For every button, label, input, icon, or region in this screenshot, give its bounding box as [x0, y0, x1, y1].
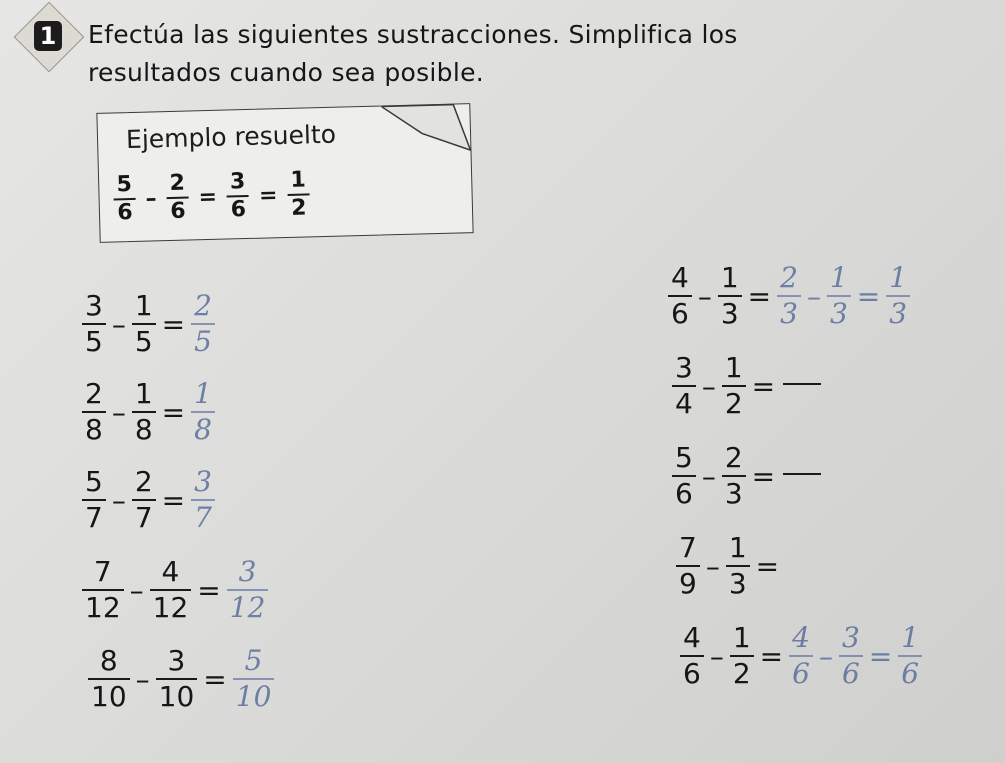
denominator: 6: [230, 197, 247, 223]
fraction: [82, 378, 106, 446]
numerator: 7: [93, 555, 112, 588]
numerator: 2: [780, 261, 798, 294]
fraction: [132, 378, 156, 446]
denominator: 12: [229, 591, 266, 625]
numerator: 3: [238, 555, 257, 588]
equals-sign: =: [755, 549, 780, 583]
problem-right-4: [676, 532, 785, 600]
problem-left-4: [82, 556, 268, 624]
numerator: 1: [134, 289, 153, 322]
fraction: [287, 168, 310, 221]
denominator: 3: [728, 567, 747, 601]
fraction: [82, 290, 106, 358]
problem-left-2: [82, 378, 215, 446]
denominator: 3: [724, 477, 743, 511]
fraction: [676, 532, 700, 600]
minus-sign: –: [705, 549, 720, 583]
answer-fraction[interactable]: [886, 262, 910, 330]
fraction: [156, 645, 198, 713]
numerator: 4: [671, 261, 689, 294]
numerator: 1: [194, 377, 212, 410]
denominator: 6: [841, 657, 860, 691]
denominator: 6: [117, 200, 133, 226]
problem-left-5: [88, 645, 274, 713]
problem-left-1: [82, 290, 215, 358]
fraction: [226, 170, 249, 223]
work-fraction[interactable]: [777, 262, 801, 330]
numerator: 1: [732, 621, 751, 654]
equals-sign: =: [751, 369, 776, 403]
numerator: 8: [99, 644, 118, 677]
problem-right-2: [672, 352, 821, 420]
answer-fraction[interactable]: [233, 645, 275, 713]
answer-blank[interactable]: [783, 383, 821, 385]
numerator: 1: [724, 351, 743, 384]
minus-sign: –: [697, 279, 712, 313]
denominator: 2: [724, 387, 743, 421]
denominator: 7: [134, 501, 153, 535]
problem-right-1: [668, 262, 910, 330]
numerator: 3: [841, 621, 860, 654]
denominator: 12: [152, 591, 189, 625]
numerator: 3: [167, 644, 186, 677]
exercise-number: 1: [34, 21, 63, 51]
numerator: 5: [116, 172, 133, 198]
equals-sign: =: [258, 182, 278, 209]
equals-sign: =: [203, 662, 227, 696]
denominator: 6: [169, 198, 186, 225]
denominator: 6: [901, 657, 920, 691]
numerator: 5: [85, 465, 103, 498]
instruction-text: Efectúa las siguientes sustracciones. Simplifica los resultados cuando sea posible.: [88, 20, 738, 87]
denominator: 9: [679, 567, 697, 601]
denominator: 10: [91, 680, 127, 714]
denominator: 2: [732, 657, 751, 691]
example-equation: [113, 168, 310, 225]
answer-fraction[interactable]: [898, 622, 922, 690]
fraction: [132, 466, 156, 534]
fraction: [730, 622, 754, 690]
fraction: [672, 352, 696, 420]
numerator: 7: [679, 531, 697, 564]
numerator: 3: [194, 465, 212, 498]
minus-sign: –: [135, 662, 150, 696]
denominator: 5: [194, 325, 212, 359]
denominator: 7: [85, 501, 103, 535]
numerator: 2: [194, 289, 212, 322]
denominator: 10: [158, 680, 195, 714]
minus-sign: –: [145, 185, 157, 212]
numerator: 5: [675, 441, 693, 474]
answer-blank[interactable]: [783, 473, 821, 475]
problem-right-5: [680, 622, 922, 690]
numerator: 1: [829, 261, 848, 294]
numerator: 4: [683, 621, 701, 654]
numerator: 4: [792, 621, 810, 654]
work-fraction[interactable]: [839, 622, 863, 690]
fraction: [722, 352, 746, 420]
numerator: 1: [889, 261, 908, 294]
page-fold-icon: [381, 102, 473, 164]
numerator: 1: [728, 531, 747, 564]
denominator: 6: [671, 297, 689, 331]
answer-fraction[interactable]: [227, 556, 269, 624]
equals-sign: =: [161, 483, 186, 517]
fraction: [166, 172, 189, 225]
denominator: 8: [134, 413, 153, 447]
equals-sign: =: [198, 184, 218, 210]
work-fraction[interactable]: [789, 622, 813, 690]
exercise-number-wrap: [24, 12, 72, 60]
minus-sign: –: [111, 395, 126, 429]
denominator: 2: [290, 195, 307, 222]
fraction: [672, 442, 696, 510]
numerator: 1: [720, 261, 739, 294]
denominator: 3: [829, 297, 848, 331]
denominator: 4: [675, 387, 693, 421]
problem-left-3: [82, 466, 215, 534]
equals-sign: =: [161, 307, 186, 341]
answer-fraction[interactable]: [191, 466, 215, 534]
denominator: 7: [194, 501, 212, 535]
problem-right-3: [672, 442, 821, 510]
equals-sign: =: [747, 279, 772, 313]
denominator: 6: [683, 657, 701, 691]
numerator: 2: [169, 170, 186, 197]
denominator: 8: [194, 413, 212, 447]
numerator: 1: [290, 167, 307, 193]
fraction: [113, 173, 136, 226]
answer-fraction[interactable]: [191, 378, 215, 446]
fraction: [82, 556, 124, 624]
numerator: 3: [675, 351, 693, 384]
denominator: 10: [235, 680, 272, 714]
numerator: 5: [244, 644, 263, 677]
example-title: Ejemplo resuelto: [125, 119, 337, 155]
numerator: 3: [229, 169, 246, 195]
fraction: [726, 532, 750, 600]
work-fraction[interactable]: [827, 262, 851, 330]
numerator: 3: [85, 289, 103, 322]
denominator: 5: [134, 325, 153, 359]
denominator: 3: [780, 297, 798, 331]
minus-sign: –: [806, 279, 821, 313]
equals-sign: =: [161, 395, 186, 429]
worked-example-box: [96, 103, 473, 243]
numerator: 1: [901, 621, 920, 654]
fraction: [668, 262, 692, 330]
fraction: [132, 290, 156, 358]
fraction: [722, 442, 746, 510]
numerator: 2: [724, 441, 743, 474]
equals-sign: =: [197, 573, 221, 607]
minus-sign: –: [709, 639, 724, 673]
minus-sign: –: [129, 573, 144, 607]
denominator: 5: [85, 325, 103, 359]
minus-sign: –: [818, 639, 833, 673]
fraction: [680, 622, 704, 690]
denominator: 6: [675, 477, 693, 511]
numerator: 2: [134, 465, 153, 498]
minus-sign: –: [111, 307, 126, 341]
equals-sign: =: [856, 279, 881, 313]
minus-sign: –: [701, 369, 716, 403]
denominator: 3: [889, 297, 908, 331]
minus-sign: –: [111, 483, 126, 517]
numerator: 2: [85, 377, 103, 410]
answer-fraction[interactable]: [191, 290, 215, 358]
denominator: 12: [85, 591, 121, 625]
numerator: 4: [161, 555, 180, 588]
minus-sign: –: [701, 459, 716, 493]
equals-sign: =: [868, 639, 893, 673]
numerator: 1: [134, 377, 153, 410]
denominator: 8: [85, 413, 103, 447]
equals-sign: =: [751, 459, 776, 493]
fraction: [82, 466, 106, 534]
denominator: 3: [720, 297, 739, 331]
fraction: [718, 262, 742, 330]
denominator: 6: [792, 657, 810, 691]
fraction: [88, 645, 130, 713]
equals-sign: =: [759, 639, 784, 673]
fraction: [150, 556, 192, 624]
